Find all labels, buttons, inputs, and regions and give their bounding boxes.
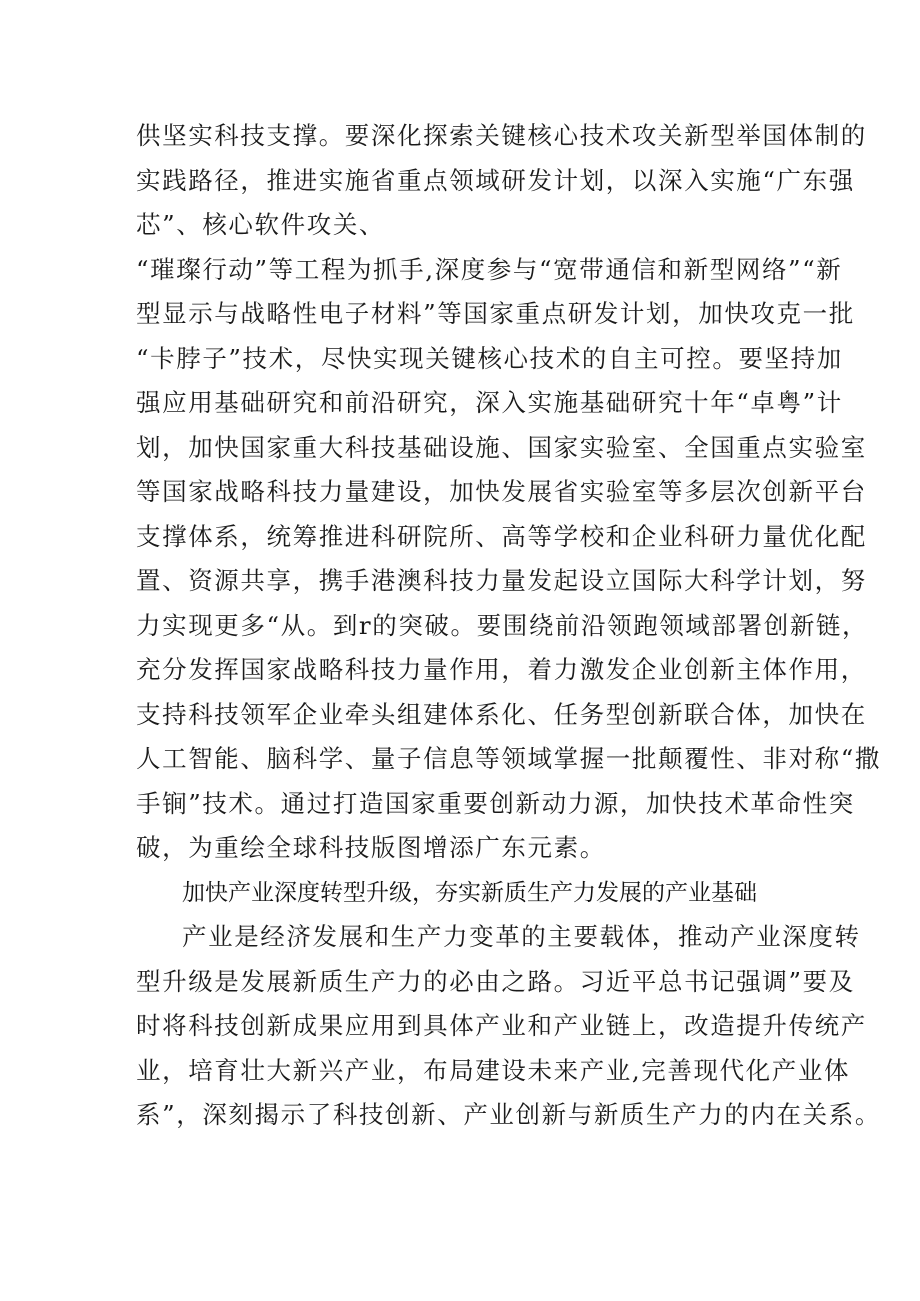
text-line: “璀璨行动”等工程为抓手,深度参与“宽带通信和新型网络”“新: [136, 254, 843, 284]
text-line: 时将科技创新成果应用到具体产业和产业链上，改造提升传统产: [136, 1011, 867, 1040]
text-line: 实践路径，推进实施省重点领域研发计划，以深入实施“广东强: [136, 165, 855, 195]
text-line: 强应用基础研究和前沿研究，深入实施基础研究十年“卓粤”计: [136, 388, 843, 417]
text-line: 产业是经济发展和生产力变革的主要载体，推动产业深度转: [182, 922, 861, 951]
text-line: 置、资源共享，携手港澳科技力量发起设立国际大科学计划，努: [136, 566, 867, 595]
section-heading: 加快产业深度转型升级，夯实新质生产力发展的产业基础: [182, 879, 757, 906]
text-line: 供坚实科技支撑。要深化探索关键核心技术攻关新型举国体制的: [136, 121, 867, 150]
text-line: “卡脖子”技术，尽快实现关键核心技术的自主可控。要坚持加: [136, 343, 843, 373]
text-line: 型显示与战略性电子材料”等国家重点研发计划，加快攻克一批: [136, 299, 855, 328]
text-line: 芯”、核心软件攻关、: [136, 210, 386, 239]
text-line: 支持科技领军企业牵头组建体系化、任务型创新联合体，加快在: [136, 699, 867, 729]
text-line: 支撑体系，统筹推进科研院所、高等学校和企业科研力量优化配: [136, 521, 867, 551]
text-line: 手锏”技术。通过打造国家重要创新动力源，加快技术革命性突: [136, 788, 855, 818]
document-body: [136, 114, 881, 1138]
text-line: 破，为重绘全球科技版图增添广东元素。: [136, 833, 606, 862]
paragraph-industry: [136, 915, 881, 1138]
text-line: 人工智能、脑科学、量子信息等领域掌握一批颠覆性、非对称“撒: [136, 744, 881, 773]
text-line: 充分发挥国家战略科技力量作用，着力激发企业创新主体作用，: [136, 655, 867, 684]
text-line: 业，培育壮大新兴产业，布局建设未来产业,完善现代化产业体: [136, 1055, 851, 1085]
text-line: 划，加快国家重大科技基础设施、国家实验室、全国重点实验室: [136, 432, 867, 462]
paragraph-tech-support: [136, 114, 881, 871]
text-line: 等国家战略科技力量建设，加快发展省实验室等多层次创新平台: [136, 477, 867, 506]
text-line: 型升级是发展新质生产力的必由之路。习近平总书记强调”要及: [136, 966, 855, 996]
text-line: 力实现更多“从。到r的突破。要围绕前沿领跑领域部署创新链，: [136, 610, 869, 640]
text-line: 系”，深刻揭示了科技创新、产业创新与新质生产力的内在关系。: [136, 1100, 881, 1129]
